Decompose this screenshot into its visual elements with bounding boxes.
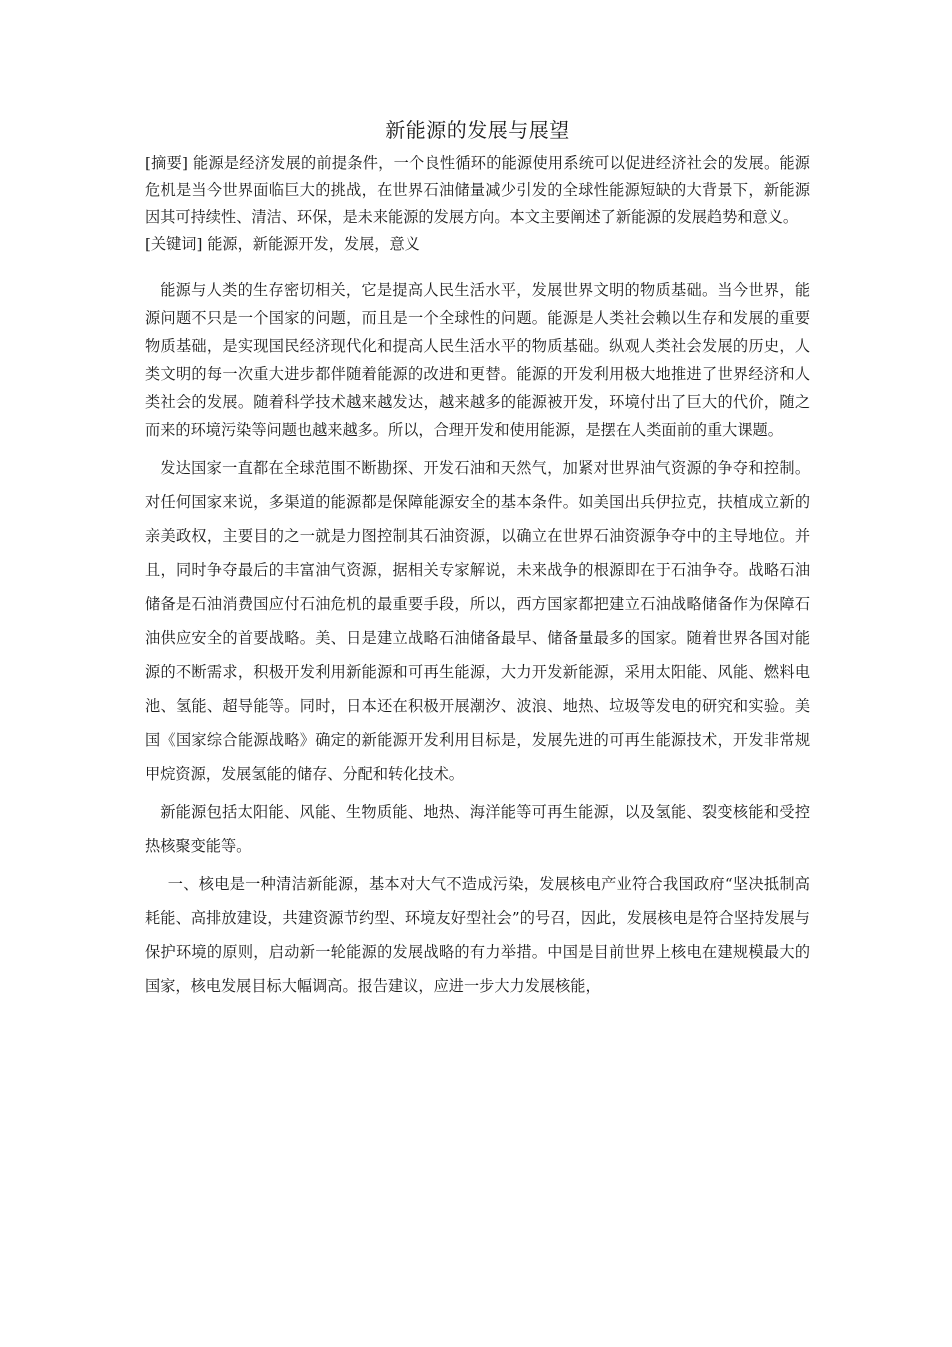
body-paragraph: 新能源包括太阳能、风能、生物质能、地热、海洋能等可再生能源，以及氢能、裂变核能和受控热核聚变能等。 (145, 803, 810, 855)
document-body (145, 116, 810, 1007)
body-paragraph: 能源与人类的生存密切相关，它是提高人民生活水平，发展世界文明的物质基础。当今世界，能源问题不只是一个国家的问题，而且是一个全球性的问题。能源是人类社会赖以生存和发展的重要物质基础，是实现国民经济现代化和提高人民生活水平的物质基础。纵观人类社会发展的历史，人类文明的每一次重大进步都伴随着能源的改进和更替。能源的开发利用极大地推进了世界经济和人类社会的发展。随着科学技术越来越发达，越来越多的能源被开发，环境付出了巨大的代价，随之而来的环境污染等问题也越来越多。所以，合理开发和使用能源，是摆在人类面前的重大课题。 (145, 281, 810, 439)
abstract: [摘要] 能源是经济发展的前提条件，一个良性循环的能源使用系统可以促进经济社会的发展。能源危机是当今世界面临巨大的挑战，在世界石油储量减少引发的全球性能源短缺的大背景下，新能源因其可持续性、清洁、环保，是未来能源的发展方向。本文主要阐述了新能源的发展趋势和意义。 (145, 154, 810, 226)
body-paragraph: 发达国家一直都在全球范围不断勘探、开发石油和天然气，加紧对世界油气资源的争夺和控制。对任何国家来说，多渠道的能源都是保障能源安全的基本条件。如美国出兵伊拉克，扶植成立新的亲美政权，主要目的之一就是力图控制其石油资源，以确立在世界石油资源争夺中的主导地位。并且，同时争夺最后的丰富油气资源，据相关专家解说，未来战争的根源即在于石油争夺。战略石油储备是石油消费国应付石油危机的最重要手段，所以，西方国家都把建立石油战略储备作为保障石油供应安全的首要战略。美、日是建立战略石油储备最早、储备量最多的国家。随着世界各国对能源的不断需求，积极开发利用新能源和可再生能源，大力开发新能源，采用太阳能、风能、燃料电池、氢能、超导能等。同时，日本还在积极开展潮汐、波浪、地热、垃圾等发电的研究和实验。美国《国家综合能源战略》确定的新能源开发利用目标是，发展先进的可再生能源技术，开发非常规甲烷资源，发展氢能的储存、分配和转化技术。 (145, 459, 810, 783)
body-paragraph: 一、核电是一种清洁新能源，基本对大气不造成污染，发展核电产业符合我国政府“坚决抵制高耗能、高排放建设，共建资源节约型、环境友好型社会”的号召，因此，发展核电是符合坚持发展与保护环境的原则，启动新一轮能源的发展战略的有力举措。中国是目前世界上核电在建规模最大的国家，核电发展目标大幅调高。报告建议，应进一步大力发展核能， (145, 875, 810, 995)
keywords: [关键词] 能源，新能源开发，发展，意义 (145, 235, 420, 253)
document-title: 新能源的发展与展望 (385, 118, 570, 142)
